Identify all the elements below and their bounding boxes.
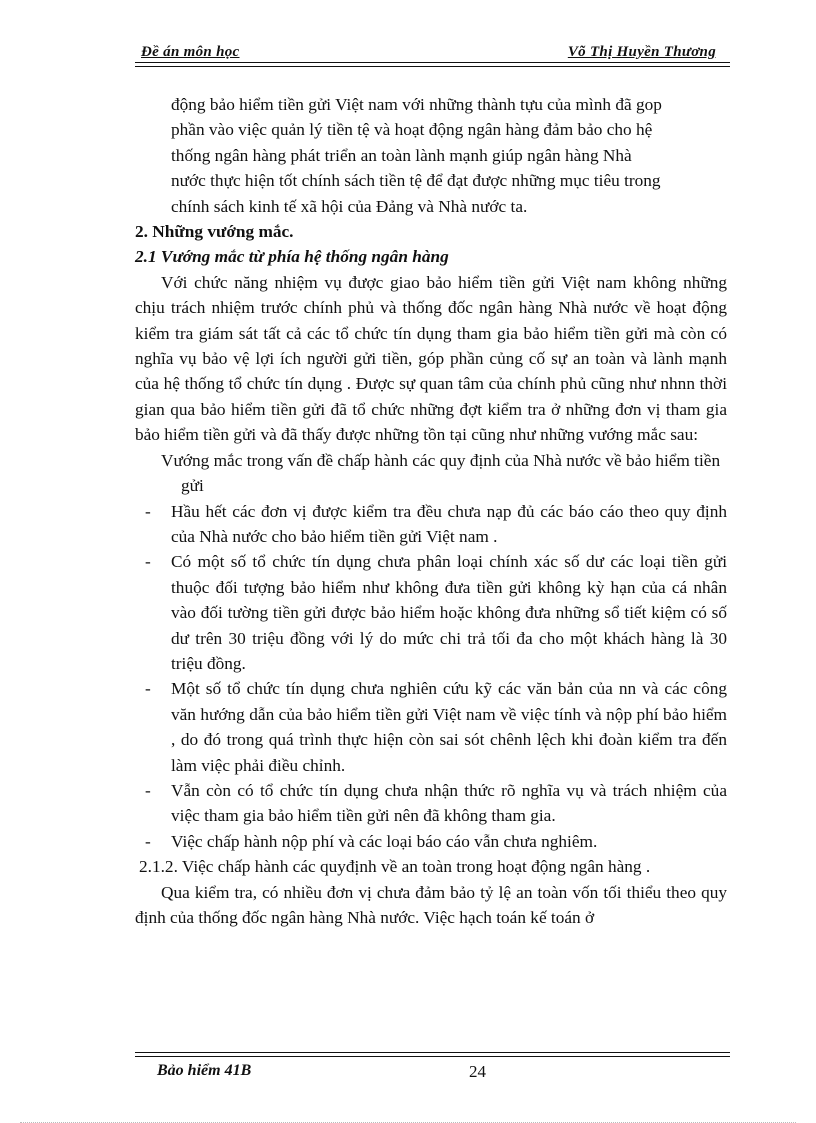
page-number: 24	[469, 1062, 486, 1081]
bullet-dash: -	[145, 501, 151, 521]
list-item	[135, 676, 727, 778]
footer-rule	[135, 1056, 730, 1057]
bullet-dash: -	[145, 780, 151, 800]
list-item	[135, 829, 727, 854]
list-item	[135, 549, 727, 676]
list-item-text: Một số tổ chức tín dụng chưa nghiên cứu kỹ các văn bản của nn và các công văn hướng dẫn của bảo hiểm tiền gửi Việt nam về việc tính và nộp phí bảo hiểm , do đó trong quá trình thực hiện còn sai sót chênh lệch khi đoàn kiểm tra đến làm việc phải điều chỉnh.	[171, 679, 727, 775]
bullet-dash: -	[145, 679, 151, 699]
list-item-text: Vẫn còn có tổ chức tín dụng chưa nhận thức rõ nghĩa vụ và trách nhiệm của việc tham gia bảo hiểm tiền gửi nên đã không tham gia.	[171, 780, 727, 826]
page-header	[135, 42, 730, 66]
bullet-dash: -	[145, 831, 151, 851]
section-2-1-2-heading: 2.1.2. Việc chấp hành các quyđịnh về an toàn trong hoạt động ngân hàng .	[139, 857, 651, 877]
footer-class-label: Bảo hiểm 41B	[157, 1062, 252, 1079]
footer-rule-thin	[135, 1052, 730, 1053]
section-2-1-paragraph: Với chức năng nhiệm vụ được giao bảo hiểm tiền gửi Việt nam không những chịu trách nhiệm trước chính phủ và thống đốc ngân hàng Nhà nước về hoạt động kiểm tra giám sát tất cả các tổ chức tín dụng tham gia bảo hiểm tiền gửi mà còn có nghĩa vụ bảo vệ lợi ích người gửi tiền, góp phần củng cố sự an toàn và lành mạnh của hệ thống tổ chức tín dụng . Được sự quan tâm của chính phủ cũng như nhnn thời gian qua bảo hiểm tiền gửi đã tổ chức những đợt kiểm tra ở những đơn vị tham gia bảo hiểm tiền gửi và đã thấy được những tồn tại cũng như những vướng mắc sau:	[135, 272, 727, 445]
list-item-text: Có một số tổ chức tín dụng chưa phân loại chính xác số dư các loại tiền gửi thuộc đối tượng bảo hiểm như không đưa tiền gửi không kỳ hạn của cá nhân vào đối tường tiền gửi được bảo hiểm hoặc không đưa những sổ tiết kiệm có số dư trên 30 triệu đồng với lý do mức chi trả tối đa cho một khách hàng là 30 triệu đồng.	[171, 552, 727, 673]
intro-line: thống ngân hàng phát triển an toàn lành mạnh giúp ngân hàng Nhà	[171, 145, 632, 165]
document-body	[135, 92, 727, 930]
intro-paragraph	[135, 92, 727, 219]
header-rule-thin	[135, 66, 730, 67]
section-2-1-2-paragraph: Qua kiểm tra, có nhiều đơn vị chưa đảm bảo tỷ lệ an toàn vốn tối thiểu theo quy định của thống đốc ngân hàng Nhà nước. Việc hạch toán kế toán ở	[135, 882, 727, 927]
header-author-name: Võ Thị Huyền Thương	[567, 44, 716, 60]
intro-line: chính sách kinh tế xã hội của Đảng và Nhà nước ta.	[171, 196, 528, 216]
header-course-label: Đề án môn học	[141, 44, 240, 60]
bullet-dash: -	[145, 552, 151, 572]
intro-line: nước thực hiện tốt chính sách tiền tệ để đạt được những mục tiêu trong	[171, 171, 661, 191]
intro-line: động bảo hiểm tiền gửi Việt nam với những thành tựu của mình đã gop	[171, 95, 662, 114]
section-2-heading: 2. Những vướng mắc.	[135, 222, 294, 242]
list-item-text: Việc chấp hành nộp phí và các loại báo cáo vẫn chưa nghiêm.	[171, 831, 598, 851]
page-footer	[135, 1050, 730, 1090]
list-item	[135, 499, 727, 550]
section-2-1-heading: 2.1 Vướng mắc từ phía hệ thống ngân hàng	[135, 247, 449, 267]
intro-line: phần vào việc quản lý tiền tệ và hoạt động ngân hàng đảm bảo cho hệ	[171, 120, 653, 140]
list-item	[135, 778, 727, 829]
list-item-text: Hầu hết các đơn vị được kiểm tra đều chưa nạp đủ các báo cáo theo quy định của Nhà nước cho bảo hiểm tiền gửi Việt nam .	[171, 501, 727, 546]
regulation-issues-paragraph: Vướng mắc trong vấn đề chấp hành các quy định của Nhà nước về bảo hiểm tiền gửi	[161, 450, 721, 496]
header-rule	[135, 62, 730, 63]
